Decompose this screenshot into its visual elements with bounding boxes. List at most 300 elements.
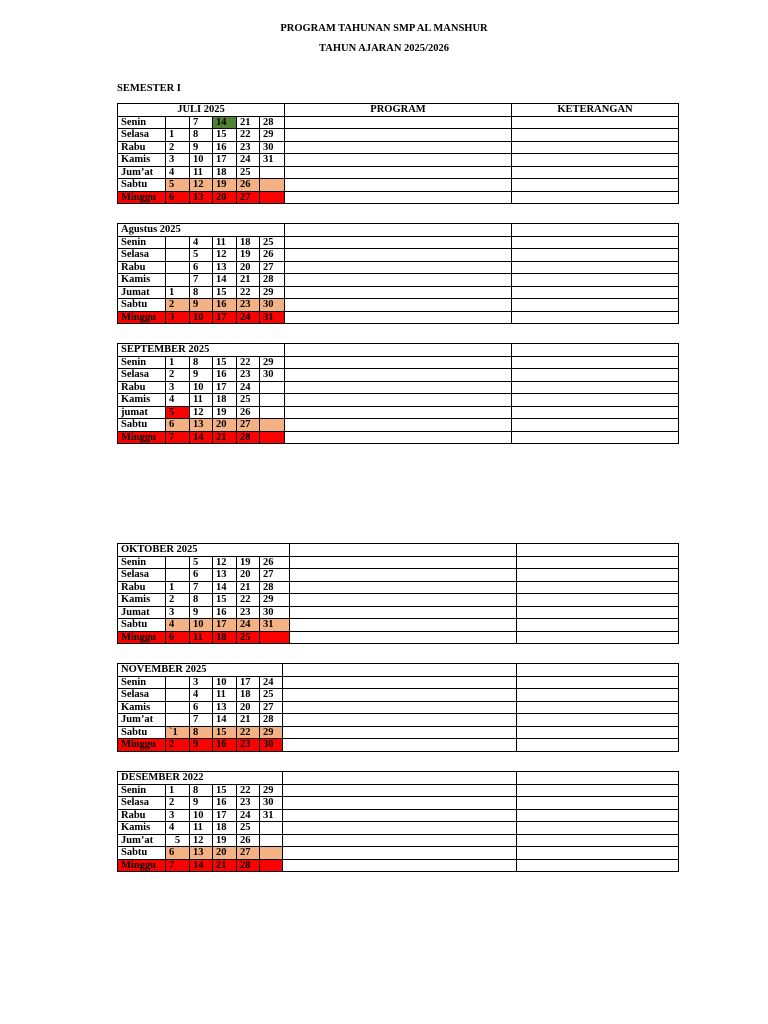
date-cell: 15: [213, 286, 237, 299]
date-cell: [166, 116, 190, 129]
program-cell: [283, 859, 517, 872]
date-cell: 8: [190, 726, 213, 739]
date-cell: 28: [260, 581, 290, 594]
day-name: Rabu: [118, 381, 166, 394]
date-cell: 19: [213, 406, 237, 419]
month-table: [117, 103, 679, 204]
keterangan-cell: [512, 356, 679, 369]
document-subtitle: TAHUN AJARAN 2025/2026: [319, 43, 449, 54]
keterangan-cell: [512, 419, 679, 432]
month-header-row: [118, 344, 679, 357]
day-row: [118, 809, 679, 822]
month-title: OKTOBER 2025: [118, 544, 290, 557]
day-name: Kamis: [118, 594, 166, 607]
keterangan-cell: [512, 311, 679, 324]
date-cell: 9: [190, 606, 213, 619]
date-cell: 6: [166, 847, 190, 860]
date-cell: 5: [166, 179, 190, 192]
day-row: [118, 261, 679, 274]
day-row: [118, 739, 679, 752]
date-cell: 14: [213, 116, 237, 129]
keterangan-cell: [517, 631, 679, 644]
date-cell: 7: [166, 431, 190, 444]
date-cell: 9: [190, 739, 213, 752]
keterangan-cell: [517, 581, 679, 594]
date-cell: 10: [190, 381, 213, 394]
date-cell: 8: [190, 286, 213, 299]
program-cell: [290, 619, 517, 632]
day-name: Rabu: [118, 141, 166, 154]
date-cell: 10: [190, 809, 213, 822]
keterangan-cell: [517, 556, 679, 569]
date-cell: 21: [237, 714, 260, 727]
day-row: [118, 419, 679, 432]
date-cell: 12: [213, 249, 237, 262]
program-cell: [285, 141, 512, 154]
day-name: Minggu: [118, 739, 166, 752]
keterangan-cell: [512, 274, 679, 287]
month-table: [117, 771, 679, 872]
date-cell: 3: [166, 311, 190, 324]
date-cell: 1: [166, 581, 190, 594]
date-cell: 18: [213, 822, 237, 835]
day-name: Minggu: [118, 191, 166, 204]
keterangan-cell: [512, 299, 679, 312]
day-name: Senin: [118, 676, 166, 689]
program-header: [283, 772, 517, 785]
day-row: [118, 381, 679, 394]
keterangan-cell: [512, 191, 679, 204]
day-row: [118, 822, 679, 835]
date-cell: 17: [213, 619, 237, 632]
date-cell: [166, 676, 190, 689]
date-cell: 19: [213, 834, 237, 847]
program-cell: [285, 274, 512, 287]
day-row: [118, 129, 679, 142]
keterangan-cell: [517, 847, 679, 860]
date-cell: 13: [213, 701, 237, 714]
date-cell: 6: [190, 569, 213, 582]
program-cell: [283, 701, 517, 714]
program-cell: [285, 299, 512, 312]
day-row: [118, 676, 679, 689]
day-name: Senin: [118, 116, 166, 129]
program-cell: [285, 311, 512, 324]
day-row: [118, 581, 679, 594]
keterangan-cell: [512, 369, 679, 382]
day-row: [118, 784, 679, 797]
keterangan-cell: [512, 406, 679, 419]
date-cell: 3: [166, 381, 190, 394]
day-name: Jum’at: [118, 166, 166, 179]
date-cell: 31: [260, 619, 290, 632]
day-name: Rabu: [118, 581, 166, 594]
keterangan-cell: [517, 619, 679, 632]
keterangan-cell: [512, 154, 679, 167]
date-cell: 15: [213, 129, 237, 142]
date-cell: 14: [190, 431, 213, 444]
date-cell: 7: [190, 274, 213, 287]
month-header-row: [118, 224, 679, 237]
program-cell: [285, 154, 512, 167]
day-name: Selasa: [118, 249, 166, 262]
date-cell: 21: [237, 274, 260, 287]
date-cell: [166, 556, 190, 569]
date-cell: 13: [213, 261, 237, 274]
date-cell: 11: [190, 631, 213, 644]
date-cell: 9: [190, 797, 213, 810]
program-cell: [285, 286, 512, 299]
date-cell: 3: [166, 154, 190, 167]
date-cell: [260, 191, 285, 204]
keterangan-header: [517, 772, 679, 785]
day-name: Senin: [118, 784, 166, 797]
date-cell: 7: [190, 581, 213, 594]
program-cell: [290, 569, 517, 582]
date-cell: 20: [213, 847, 237, 860]
day-name: Jumat: [118, 286, 166, 299]
keterangan-cell: [517, 834, 679, 847]
keterangan-cell: [517, 714, 679, 727]
date-cell: 10: [190, 311, 213, 324]
day-name: Sabtu: [118, 726, 166, 739]
program-cell: [285, 236, 512, 249]
program-cell: [285, 179, 512, 192]
program-cell: [290, 594, 517, 607]
date-cell: 27: [237, 847, 260, 860]
keterangan-cell: [512, 261, 679, 274]
date-cell: 18: [213, 166, 237, 179]
day-row: [118, 834, 679, 847]
day-name: Minggu: [118, 311, 166, 324]
date-cell: 27: [260, 261, 285, 274]
keterangan-cell: [517, 689, 679, 702]
date-cell: 29: [260, 356, 285, 369]
date-cell: 11: [213, 689, 237, 702]
day-row: [118, 631, 679, 644]
date-cell: 30: [260, 739, 283, 752]
date-cell: 23: [237, 141, 260, 154]
date-cell: 20: [213, 191, 237, 204]
day-name: Minggu: [118, 631, 166, 644]
program-header: PROGRAM: [285, 104, 512, 117]
program-cell: [283, 847, 517, 860]
date-cell: 15: [213, 726, 237, 739]
date-cell: 16: [213, 369, 237, 382]
keterangan-cell: [517, 797, 679, 810]
date-cell: 15: [213, 784, 237, 797]
day-name: Sabtu: [118, 419, 166, 432]
program-cell: [285, 166, 512, 179]
date-cell: 22: [237, 286, 260, 299]
date-cell: 8: [190, 356, 213, 369]
date-cell: 25: [237, 394, 260, 407]
date-cell: 27: [260, 569, 290, 582]
program-cell: [283, 809, 517, 822]
keterangan-cell: [512, 116, 679, 129]
day-name: Rabu: [118, 809, 166, 822]
day-row: [118, 847, 679, 860]
program-cell: [283, 714, 517, 727]
date-cell: 16: [213, 141, 237, 154]
month-title: JULI 2025: [118, 104, 285, 117]
month-table: [117, 543, 679, 644]
day-row: [118, 154, 679, 167]
date-cell: [260, 381, 285, 394]
date-cell: 28: [260, 714, 283, 727]
date-cell: 2: [166, 141, 190, 154]
date-cell: 12: [190, 179, 213, 192]
date-cell: 28: [237, 859, 260, 872]
day-name: Kamis: [118, 701, 166, 714]
date-cell: 5: [166, 406, 190, 419]
date-cell: 14: [213, 581, 237, 594]
date-cell: 3: [166, 809, 190, 822]
keterangan-cell: [517, 594, 679, 607]
date-cell: 25: [237, 822, 260, 835]
date-cell: 27: [260, 701, 283, 714]
day-name: Senin: [118, 556, 166, 569]
program-cell: [290, 556, 517, 569]
day-row: [118, 236, 679, 249]
keterangan-cell: [512, 381, 679, 394]
day-row: [118, 394, 679, 407]
date-cell: 11: [190, 394, 213, 407]
day-row: [118, 714, 679, 727]
date-cell: [260, 431, 285, 444]
date-cell: 7: [190, 714, 213, 727]
program-cell: [285, 356, 512, 369]
program-header: [283, 664, 517, 677]
day-name: Jum’at: [118, 834, 166, 847]
date-cell: 21: [213, 431, 237, 444]
keterangan-header: [512, 224, 679, 237]
date-cell: [260, 834, 283, 847]
date-cell: [260, 847, 283, 860]
date-cell: 1: [166, 129, 190, 142]
date-cell: `1: [166, 726, 190, 739]
date-cell: 24: [260, 676, 283, 689]
date-cell: 5: [190, 556, 213, 569]
date-cell: [260, 419, 285, 432]
date-cell: 30: [260, 797, 283, 810]
keterangan-header: [517, 544, 679, 557]
date-cell: 9: [190, 141, 213, 154]
date-cell: 17: [213, 809, 237, 822]
date-cell: 11: [190, 166, 213, 179]
date-cell: 21: [213, 859, 237, 872]
month-table: [117, 343, 679, 444]
date-cell: 7: [190, 116, 213, 129]
date-cell: 26: [237, 179, 260, 192]
date-cell: 30: [260, 369, 285, 382]
date-cell: 6: [166, 419, 190, 432]
date-cell: 9: [190, 369, 213, 382]
date-cell: 22: [237, 726, 260, 739]
date-cell: 17: [213, 154, 237, 167]
program-cell: [283, 726, 517, 739]
day-name: Minggu: [118, 431, 166, 444]
day-name: Sabtu: [118, 847, 166, 860]
day-row: [118, 726, 679, 739]
date-cell: 13: [190, 419, 213, 432]
date-cell: 4: [190, 236, 213, 249]
program-cell: [285, 431, 512, 444]
date-cell: 1: [166, 784, 190, 797]
date-cell: 4: [166, 394, 190, 407]
date-cell: 3: [190, 676, 213, 689]
date-cell: 31: [260, 154, 285, 167]
keterangan-cell: [517, 606, 679, 619]
day-row: [118, 274, 679, 287]
date-cell: 2: [166, 739, 190, 752]
date-cell: 18: [213, 394, 237, 407]
program-cell: [290, 631, 517, 644]
date-cell: [166, 274, 190, 287]
date-cell: 4: [166, 822, 190, 835]
month-header-row: [118, 664, 679, 677]
program-cell: [285, 406, 512, 419]
date-cell: 16: [213, 606, 237, 619]
program-header: [285, 224, 512, 237]
date-cell: 26: [237, 406, 260, 419]
date-cell: 31: [260, 311, 285, 324]
date-cell: 20: [237, 569, 260, 582]
keterangan-cell: [517, 859, 679, 872]
date-cell: 7: [166, 859, 190, 872]
keterangan-cell: [512, 249, 679, 262]
date-cell: 6: [190, 701, 213, 714]
day-row: [118, 606, 679, 619]
day-row: [118, 689, 679, 702]
date-cell: 24: [237, 154, 260, 167]
date-cell: [166, 261, 190, 274]
date-cell: 25: [260, 689, 283, 702]
day-name: Selasa: [118, 369, 166, 382]
date-cell: 29: [260, 129, 285, 142]
day-name: Kamis: [118, 154, 166, 167]
program-cell: [283, 834, 517, 847]
day-row: [118, 286, 679, 299]
date-cell: 25: [237, 166, 260, 179]
date-cell: 17: [213, 311, 237, 324]
date-cell: [260, 859, 283, 872]
day-name: Kamis: [118, 822, 166, 835]
day-name: Sabtu: [118, 299, 166, 312]
date-cell: 19: [237, 249, 260, 262]
day-name: Kamis: [118, 274, 166, 287]
month-table: [117, 223, 679, 324]
day-name: Sabtu: [118, 619, 166, 632]
day-row: [118, 249, 679, 262]
date-cell: 29: [260, 594, 290, 607]
program-cell: [285, 419, 512, 432]
keterangan-cell: [517, 739, 679, 752]
month-title: Agustus 2025: [118, 224, 285, 237]
date-cell: 13: [190, 191, 213, 204]
date-cell: 21: [237, 581, 260, 594]
date-cell: 22: [237, 356, 260, 369]
date-cell: 29: [260, 726, 283, 739]
day-name: Senin: [118, 356, 166, 369]
date-cell: [260, 822, 283, 835]
program-cell: [285, 116, 512, 129]
date-cell: 26: [237, 834, 260, 847]
date-cell: 16: [213, 299, 237, 312]
day-row: [118, 116, 679, 129]
day-row: [118, 369, 679, 382]
date-cell: 6: [166, 631, 190, 644]
date-cell: [166, 714, 190, 727]
date-cell: [166, 236, 190, 249]
date-cell: 29: [260, 286, 285, 299]
date-cell: 14: [190, 859, 213, 872]
date-cell: 20: [237, 261, 260, 274]
date-cell: 23: [237, 606, 260, 619]
date-cell: 14: [213, 714, 237, 727]
day-row: [118, 594, 679, 607]
program-cell: [290, 581, 517, 594]
keterangan-cell: [517, 784, 679, 797]
date-cell: 3: [166, 606, 190, 619]
date-cell: [260, 166, 285, 179]
keterangan-cell: [512, 431, 679, 444]
month-title: DESEMBER 2022: [118, 772, 283, 785]
date-cell: 10: [190, 154, 213, 167]
date-cell: 31: [260, 809, 283, 822]
date-cell: 2: [166, 797, 190, 810]
date-cell: 15: [213, 356, 237, 369]
keterangan-cell: [517, 822, 679, 835]
day-name: Jum’at: [118, 714, 166, 727]
program-cell: [285, 261, 512, 274]
program-header: [285, 344, 512, 357]
day-row: [118, 859, 679, 872]
program-cell: [285, 129, 512, 142]
date-cell: 16: [213, 739, 237, 752]
date-cell: 21: [237, 116, 260, 129]
month-header-row: [118, 104, 679, 117]
date-cell: 30: [260, 299, 285, 312]
program-cell: [285, 249, 512, 262]
day-row: [118, 619, 679, 632]
date-cell: 18: [237, 689, 260, 702]
day-row: [118, 569, 679, 582]
date-cell: 20: [213, 419, 237, 432]
date-cell: 1: [166, 356, 190, 369]
date-cell: 5: [166, 834, 190, 847]
date-cell: 13: [190, 847, 213, 860]
day-row: [118, 191, 679, 204]
date-cell: 25: [237, 631, 260, 644]
date-cell: 16: [213, 797, 237, 810]
date-cell: 15: [213, 594, 237, 607]
date-cell: 28: [237, 431, 260, 444]
day-name: Selasa: [118, 129, 166, 142]
date-cell: 18: [213, 631, 237, 644]
keterangan-cell: [512, 141, 679, 154]
date-cell: 27: [237, 419, 260, 432]
date-cell: 2: [166, 594, 190, 607]
day-name: Minggu: [118, 859, 166, 872]
program-cell: [283, 676, 517, 689]
date-cell: [260, 179, 285, 192]
keterangan-cell: [517, 569, 679, 582]
date-cell: 4: [166, 619, 190, 632]
date-cell: 10: [190, 619, 213, 632]
date-cell: 6: [190, 261, 213, 274]
date-cell: 11: [213, 236, 237, 249]
